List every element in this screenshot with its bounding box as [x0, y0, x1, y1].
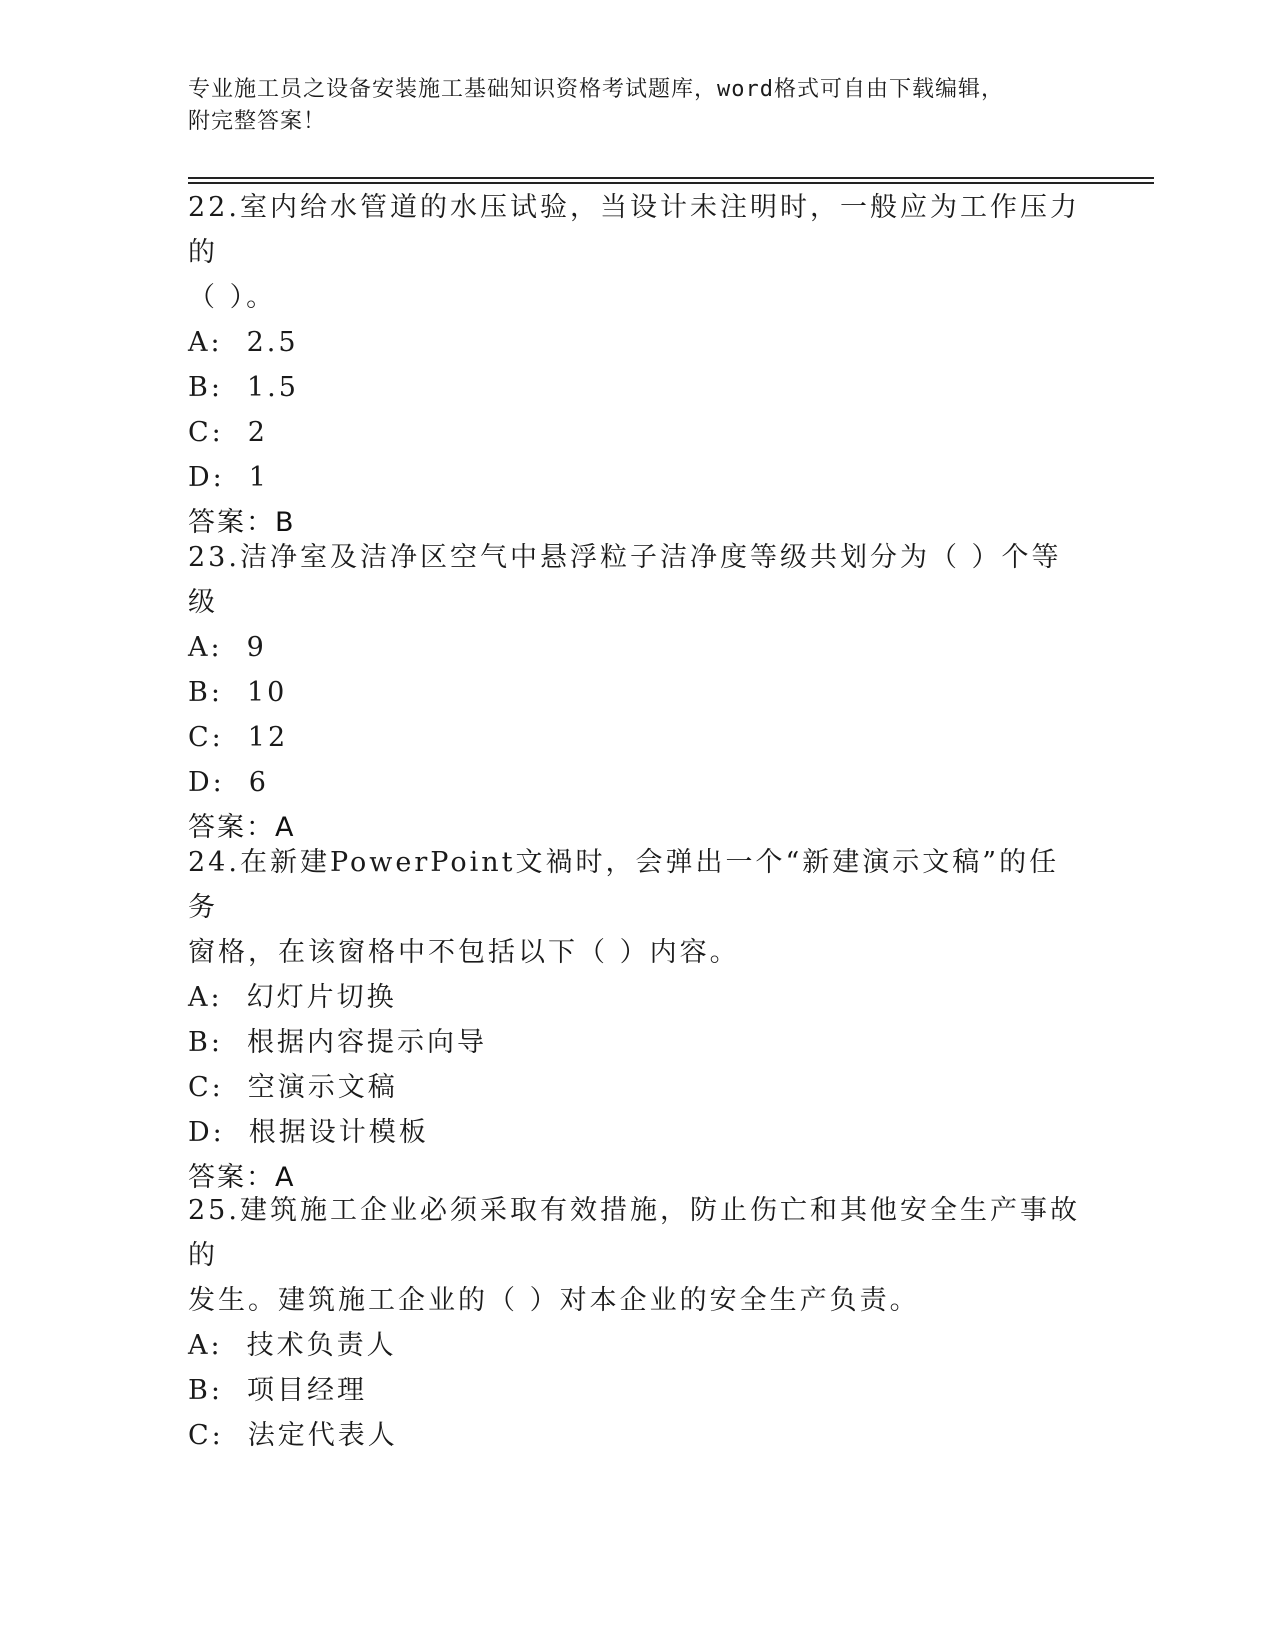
option-d — [188, 455, 1088, 500]
question-text-line-1: 25.建筑施工企业必须采取有效措施，防止伤亡和其他安全生产事故的 — [188, 1195, 1080, 1271]
option-value: 2 — [247, 417, 268, 448]
option-letter: A: — [188, 982, 223, 1013]
option-a — [188, 625, 1088, 670]
option-a — [188, 320, 1088, 365]
option-value: 1 — [248, 462, 269, 493]
option-a — [188, 1323, 1088, 1368]
option-letter: A: — [188, 1330, 223, 1361]
option-b — [188, 1368, 1088, 1413]
option-letter: A: — [188, 327, 223, 358]
option-c — [188, 1065, 1088, 1110]
option-value: 空演示文稿 — [247, 1072, 398, 1103]
header-line-1: 专业施工员之设备安装施工基础知识资格考试题库，word格式可自由下载编辑， — [188, 77, 1004, 102]
option-letter: C: — [188, 417, 224, 448]
header-divider-top — [188, 177, 1154, 179]
option-value: 12 — [247, 722, 289, 753]
question-23 — [188, 535, 1088, 850]
question-text-line-2: （ ）。 — [188, 282, 277, 313]
option-letter: B: — [188, 1375, 223, 1406]
question-text-line-2: 窗格，在该窗格中不包括以下（ ）内容。 — [188, 937, 740, 968]
option-letter: A: — [188, 632, 223, 663]
option-value: 法定代表人 — [247, 1420, 398, 1451]
option-value: 幻灯片切换 — [246, 982, 397, 1013]
option-value: 2.5 — [246, 327, 299, 358]
option-b — [188, 365, 1088, 410]
option-letter: B: — [188, 677, 223, 708]
option-value: 9 — [246, 632, 267, 663]
option-letter: B: — [188, 1027, 223, 1058]
answer-text: 答案：A — [188, 812, 296, 843]
header-line-2: 附完整答案！ — [188, 109, 327, 134]
header-divider-bottom — [188, 182, 1154, 184]
answer-text: 答案：A — [188, 1162, 296, 1193]
option-value: 技术负责人 — [246, 1330, 397, 1361]
option-c — [188, 715, 1088, 760]
option-value: 6 — [248, 767, 269, 798]
option-b — [188, 1020, 1088, 1065]
option-a — [188, 975, 1088, 1020]
document-header — [188, 74, 1088, 138]
option-letter: D: — [188, 1117, 225, 1148]
answer-text: 答案：B — [188, 507, 296, 538]
option-value: 根据内容提示向导 — [246, 1027, 487, 1058]
option-value: 10 — [246, 677, 288, 708]
question-22 — [188, 185, 1088, 545]
option-value: 1.5 — [246, 372, 299, 403]
question-text-line-1: 23.洁净室及洁净区空气中悬浮粒子洁净度等级共划分为（ ）个等级 — [188, 542, 1062, 618]
option-letter: C: — [188, 1072, 224, 1103]
option-value: 项目经理 — [246, 1375, 367, 1406]
option-c — [188, 410, 1088, 455]
question-25 — [188, 1188, 1088, 1458]
option-value: 根据设计模板 — [248, 1117, 429, 1148]
question-text-line-2: 发生。建筑施工企业的（ ）对本企业的安全生产负责。 — [188, 1285, 920, 1316]
question-text-line-1: 24.在新建PowerPoint文禍时，会弹出一个“新建演示文稿”的任务 — [188, 847, 1060, 923]
option-c — [188, 1413, 1088, 1458]
question-text-line-1: 22.室内给水管道的水压试验，当设计未注明时，一般应为工作压力的 — [188, 192, 1080, 268]
option-letter: B: — [188, 372, 223, 403]
option-letter: C: — [188, 1420, 224, 1451]
option-d — [188, 1110, 1088, 1155]
option-letter: D: — [188, 767, 225, 798]
option-d — [188, 760, 1088, 805]
option-b — [188, 670, 1088, 715]
option-letter: C: — [188, 722, 224, 753]
option-letter: D: — [188, 462, 225, 493]
question-24 — [188, 840, 1088, 1200]
